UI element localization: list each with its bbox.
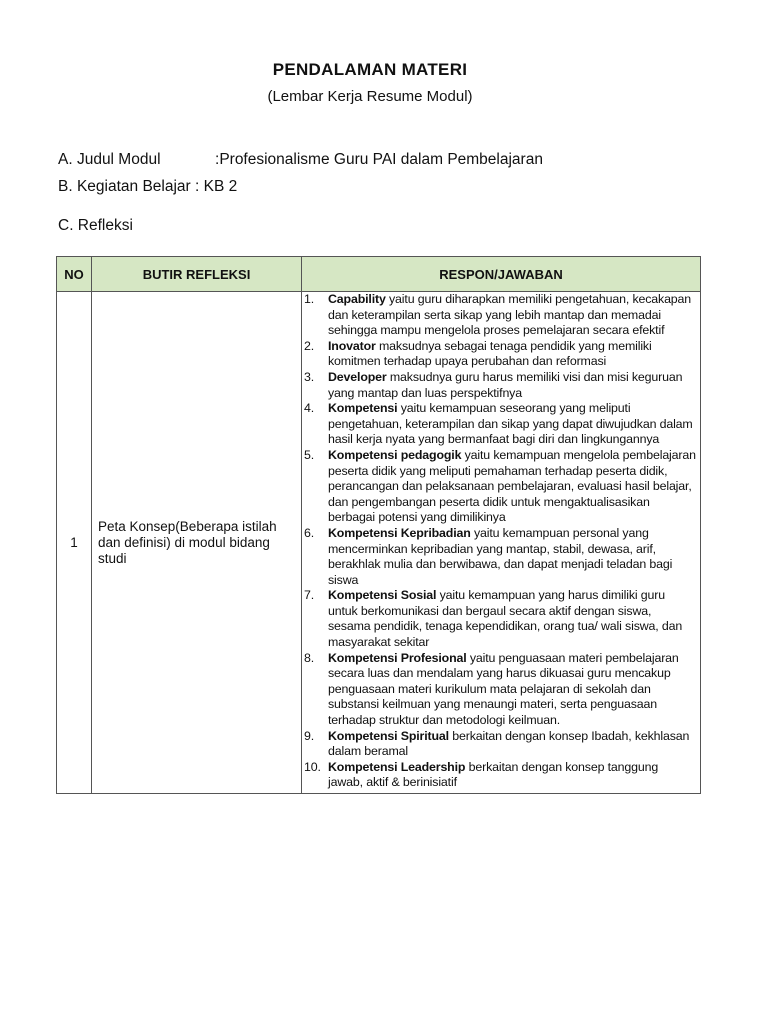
list-item: 4. Kompetensi yaitu kemampuan seseorang yang meliputi pengetahuan, keterampilan dan sikap yang dapat diwujudkan dalam hasil kerja nyata yang bermanfaat bagi diri dan lingkungannya (304, 401, 693, 447)
header-butir-refleksi: BUTIR REFLEKSI (92, 257, 302, 292)
butir-refleksi-cell: Peta Konsep(Beberapa istilah dan definisi) di modul bidang studi (92, 292, 302, 794)
list-item: 8. Kompetensi Profesional yaitu penguasaan materi pembelajaran secara luas dan mendalam yang harus dikuasai guru mencakup penguasaan materi kurikulum mata pelajaran di sekolah dan substansi keilmuan yang menaungi materi, serta penguasaan terhadap struktur dan metodologi keilmuan. (304, 650, 679, 728)
list-item: 9. Kompetensi Spiritual berkaitan dengan konsep Ibadah, kekhlasan dalam beramal (304, 728, 690, 759)
refleksi-table (56, 256, 701, 794)
list-item: 5. Kompetensi pedagogik yaitu kemampuan mengelola pembelajaran peserta didik yang meliputi pemahaman terhadap peserta didik, perancangan dan pelaksanaan pembelajaran, evaluasi hasil belajar, dan pengembangan peserta didik untuk mengaktualisasikan berbagai potensi yang dimilikinya (304, 447, 696, 525)
list-item: 1. Capability yaitu guru diharapkan memiliki pengetahuan, kecakapan dan keterampilan serta sikap yang lebih mantap dan memadai sehingga mampu mengelola proses pemelajaran secara efektif (304, 292, 692, 338)
row-number: 1 (57, 292, 92, 794)
list-item: 7. Kompetensi Sosial yaitu kemampuan yang harus dimiliki guru untuk berkomunikasi dan bergaul secara aktif dengan siswa, sesama pendidik, tenaga kependidikan, orang tua/ wali siswa, dan masyarakat sekitar (304, 588, 683, 650)
kegiatan-belajar-row (58, 178, 237, 196)
list-item: 10. Kompetensi Leadership berkaitan dengan konsep tanggung jawab, aktif & berinisiatif (304, 759, 659, 790)
kegiatan-belajar-separator: : (190, 178, 204, 195)
list-item: 3. Developer maksudnya guru harus memiliki visi dan misi keguruan yang mantap dan luas perspektifnya (304, 369, 683, 400)
refleksi-heading: C. Refleksi (58, 217, 133, 234)
header-respon-jawaban: RESPON/JAWABAN (302, 257, 701, 292)
judul-modul-value: Profesionalisme Guru PAI dalam Pembelajaran (219, 151, 543, 168)
table-header-row (57, 257, 701, 292)
judul-modul-row (58, 151, 543, 169)
list-item: 2. Inovator maksudnya sebagai tenaga pendidik yang memiliki komitmen terhadap upaya perubahan dan reformasi (304, 338, 652, 369)
page-title: PENDALAMAN MATERI (272, 60, 468, 79)
judul-modul-separator: : (215, 151, 220, 168)
page-subtitle: (Lembar Kerja Resume Modul) (267, 88, 473, 105)
kegiatan-belajar-label: B. Kegiatan Belajar (58, 178, 191, 195)
table-row (57, 292, 701, 794)
header-no: NO (57, 257, 92, 292)
kegiatan-belajar-value: KB 2 (203, 178, 238, 195)
judul-modul-label: A. Judul Modul (58, 151, 161, 168)
list-item: 6. Kompetensi Kepribadian yaitu kemampuan personal yang mencerminkan kepribadian yang mantap, stabil, dewasa, arif, berakhlak mulia dan berwibawa, dan dapat menjadi teladan bagi siswa (304, 525, 673, 587)
respon-jawaban-cell (302, 292, 701, 794)
respon-list (304, 292, 696, 791)
